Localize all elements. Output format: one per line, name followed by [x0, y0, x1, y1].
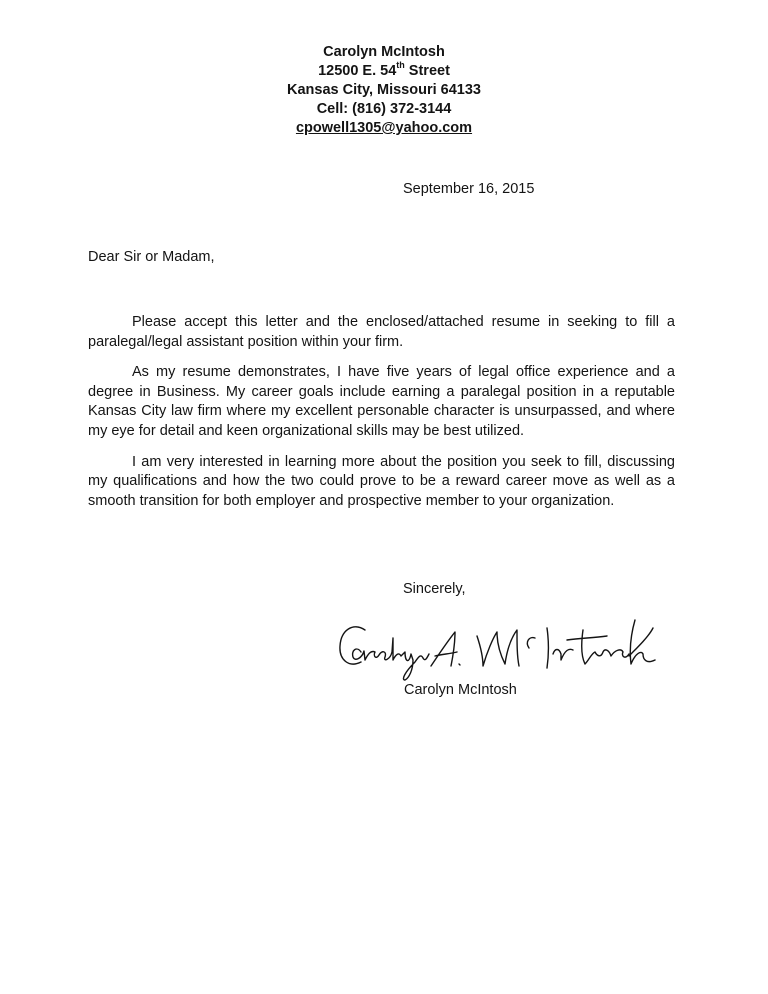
salutation: Dear Sir or Madam,: [88, 249, 215, 265]
handwritten-signature: [335, 608, 665, 686]
sender-city: Kansas City, Missouri 64133: [287, 82, 481, 98]
street-number: 12500 E. 54: [318, 63, 397, 79]
sender-cell: Cell: (816) 372-3144: [316, 101, 452, 117]
printed-name: Carolyn McIntosh: [404, 682, 517, 698]
sender-name: Carolyn McIntosh: [323, 44, 445, 60]
letterhead: [0, 43, 768, 138]
body-paragraph: As my resume demonstrates, I have five years of legal office experience and a degree in Business. My career goals include earning a paralegal position in a reputable Kansas City law firm where my excellent personable character is unsurpassed, and where my eye for detail and keen organizational skills may be best utilized.: [88, 364, 675, 439]
body-paragraph: I am very interested in learning more about the position you seek to fill, discussing my qualifications and how the two could prove to be a reward career move as well as a smooth transition for both employer and prospective member to your organization.: [88, 453, 675, 509]
letter-body: [88, 313, 675, 522]
closing: Sincerely,: [403, 581, 466, 597]
street-name: Street: [404, 63, 450, 79]
street-ordinal-suffix: th: [396, 60, 405, 71]
sender-email[interactable]: cpowell1305@yahoo.com: [295, 120, 473, 136]
body-paragraph: Please accept this letter and the enclosed/attached resume in seeking to fill a paralegal/legal assistant position within your firm.: [88, 314, 675, 350]
sender-street: [0, 62, 768, 81]
letter-date: September 16, 2015: [403, 181, 535, 197]
